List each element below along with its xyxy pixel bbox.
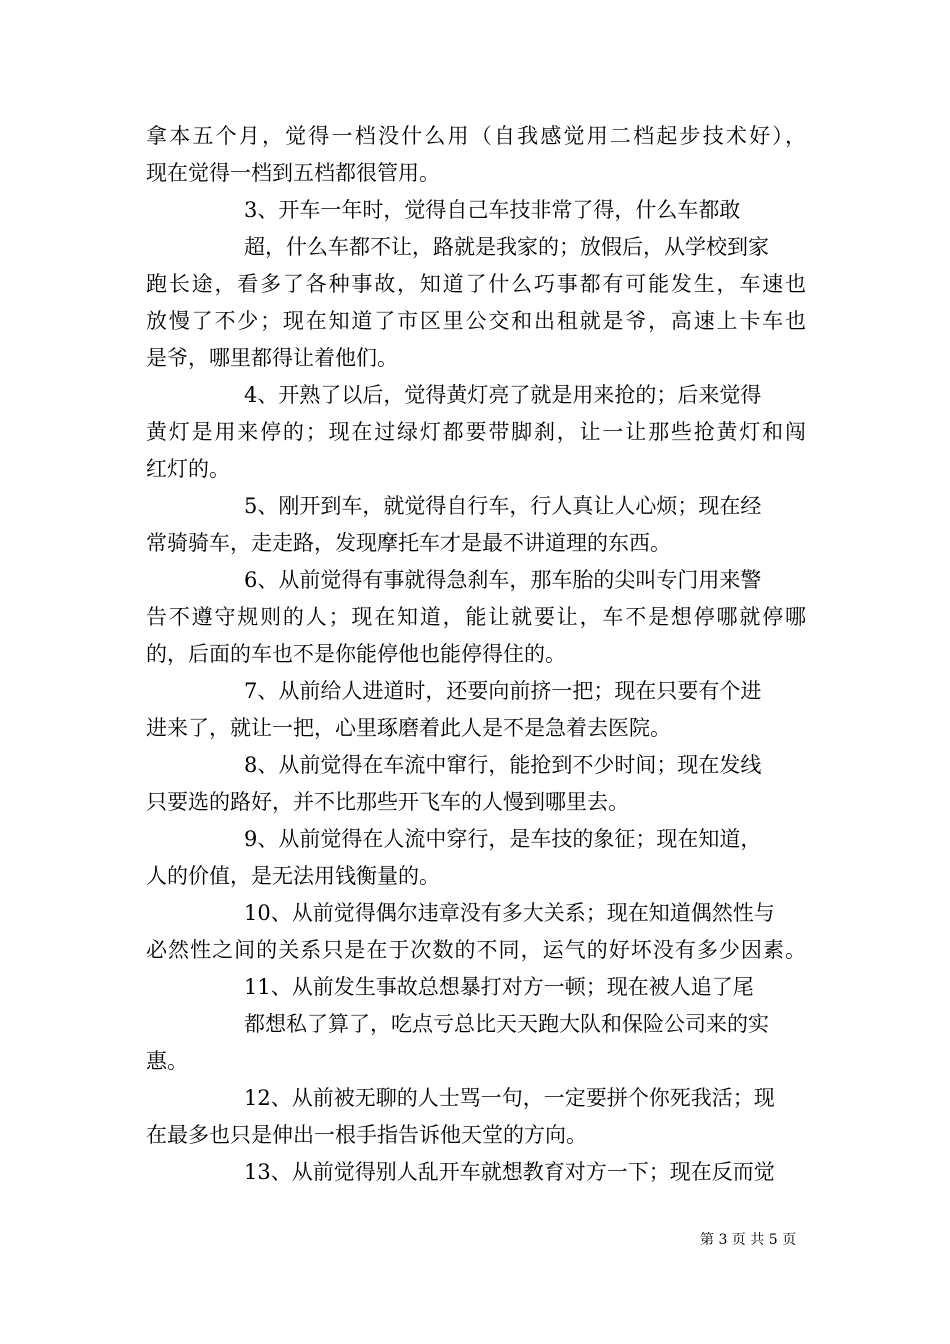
text-line: 7、从前给人进道时，还要向前挤一把；现在只要有个进 xyxy=(244,679,762,703)
text-line: 红灯的。 xyxy=(146,457,230,481)
text-line: 12、从前被无聊的人士骂一句，一定要拼个你死我活；现 xyxy=(244,1086,775,1110)
text-line: 惠。 xyxy=(146,1049,188,1073)
text-line: 的，后面的车也不是你能停他也能停得住的。 xyxy=(146,642,566,666)
text-line: 告不遵守规则的人；现在知道，能让就要让，车不是想停哪就停哪 xyxy=(146,605,806,629)
text-line: 放慢了不少；现在知道了市区里公交和出租就是爷，高速上卡车也 xyxy=(146,309,806,333)
text-line: 进来了，就让一把，心里琢磨着此人是不是急着去医院。 xyxy=(146,716,671,740)
text-line: 人的价值，是无法用钱衡量的。 xyxy=(146,864,440,888)
text-line: 9、从前觉得在人流中穿行，是车技的象征；现在知道， xyxy=(244,827,762,851)
page-number-footer: 第 3 页 共 5 页 xyxy=(700,1232,797,1248)
text-line: 11、从前发生事故总想暴打对方一顿；现在被人追了尾 xyxy=(244,975,754,999)
body-text xyxy=(146,118,806,1191)
text-line: 6、从前觉得有事就得急刹车，那车胎的尖叫专门用来警 xyxy=(244,568,762,592)
text-line: 拿本五个月，觉得一档没什么用（自我感觉用二档起步技术好）， xyxy=(146,124,806,148)
text-line: 必然性之间的关系只是在于次数的不同，运气的好坏没有多少因素。 xyxy=(146,938,806,962)
text-line: 跑长途，看多了各种事故，知道了什么巧事都有可能发生，车速也 xyxy=(146,272,806,296)
text-line: 3、开车一年时，觉得自己车技非常了得，什么车都敢 xyxy=(244,198,741,222)
text-line: 只要选的路好，并不比那些开飞车的人慢到哪里去。 xyxy=(146,790,629,814)
text-line: 常骑骑车，走走路，发现摩托车才是最不讲道理的东西。 xyxy=(146,531,671,555)
text-line: 是爷，哪里都得让着他们。 xyxy=(146,346,398,370)
text-line: 8、从前觉得在车流中窜行，能抢到不少时间；现在发线 xyxy=(244,753,762,777)
text-line: 超，什么车都不让，路就是我家的；放假后，从学校到家 xyxy=(244,235,769,259)
text-line: 都想私了算了，吃点亏总比天天跑大队和保险公司来的实 xyxy=(244,1012,769,1036)
text-line: 在最多也只是伸出一根手指告诉他天堂的方向。 xyxy=(146,1123,587,1147)
text-line: 5、刚开到车，就觉得自行车，行人真让人心烦；现在经 xyxy=(244,494,762,518)
text-line: 13、从前觉得别人乱开车就想教育对方一下；现在反而觉 xyxy=(244,1160,775,1184)
text-line: 黄灯是用来停的；现在过绿灯都要带脚刹，让一让那些抢黄灯和闯 xyxy=(146,420,806,444)
text-line: 现在觉得一档到五档都很管用。 xyxy=(146,161,440,185)
text-line: 10、从前觉得偶尔违章没有多大关系；现在知道偶然性与 xyxy=(244,901,775,925)
text-line: 4、开熟了以后，觉得黄灯亮了就是用来抢的；后来觉得 xyxy=(244,383,762,407)
